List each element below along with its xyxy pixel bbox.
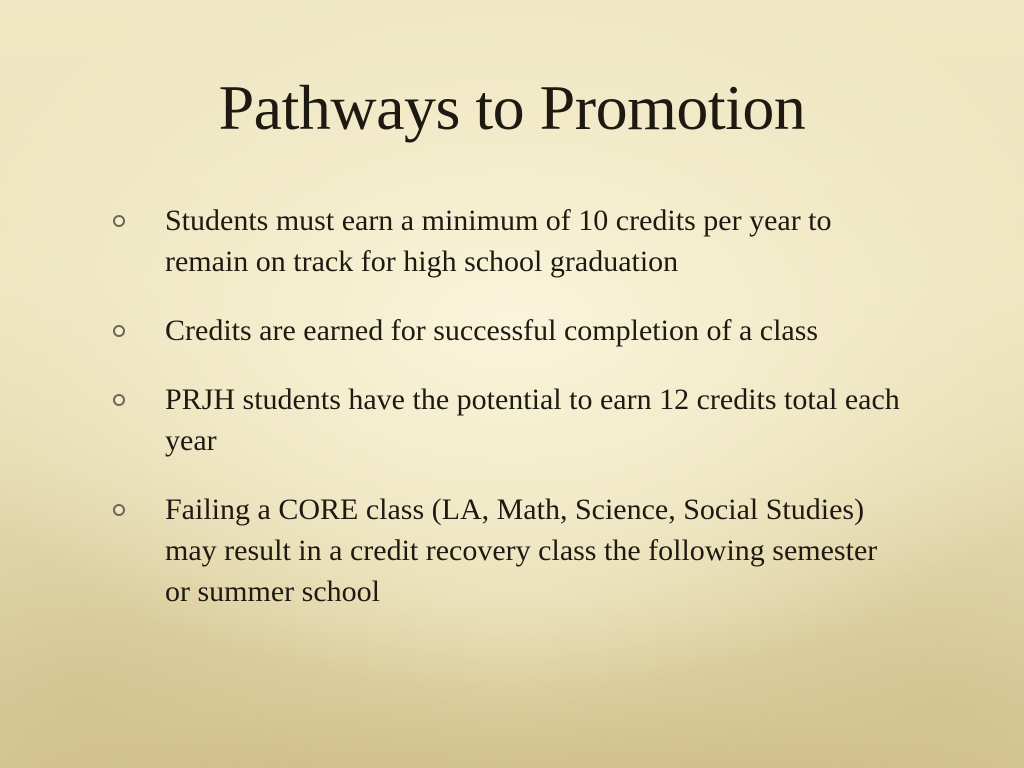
bullet-item [110, 200, 900, 282]
bullet-text: Students must earn a minimum of 10 credits per year to remain on track for high school graduation [165, 204, 832, 278]
bullet-item [110, 310, 900, 351]
bullet-item [110, 489, 900, 612]
hollow-circle-bullet-icon [113, 325, 125, 337]
bullet-text: PRJH students have the potential to earn 12 credits total each year [165, 383, 900, 457]
bullet-text: Failing a CORE class (LA, Math, Science, Social Studies) may result in a credit recovery class the following semester or summer school [165, 493, 878, 608]
hollow-circle-bullet-icon [113, 504, 125, 516]
hollow-circle-bullet-icon [113, 394, 125, 406]
slide-title: Pathways to Promotion [218, 72, 806, 143]
bullet-list [110, 200, 900, 640]
hollow-circle-bullet-icon [113, 215, 125, 227]
bullet-text: Credits are earned for successful completion of a class [165, 314, 819, 347]
bullet-item [110, 379, 900, 461]
